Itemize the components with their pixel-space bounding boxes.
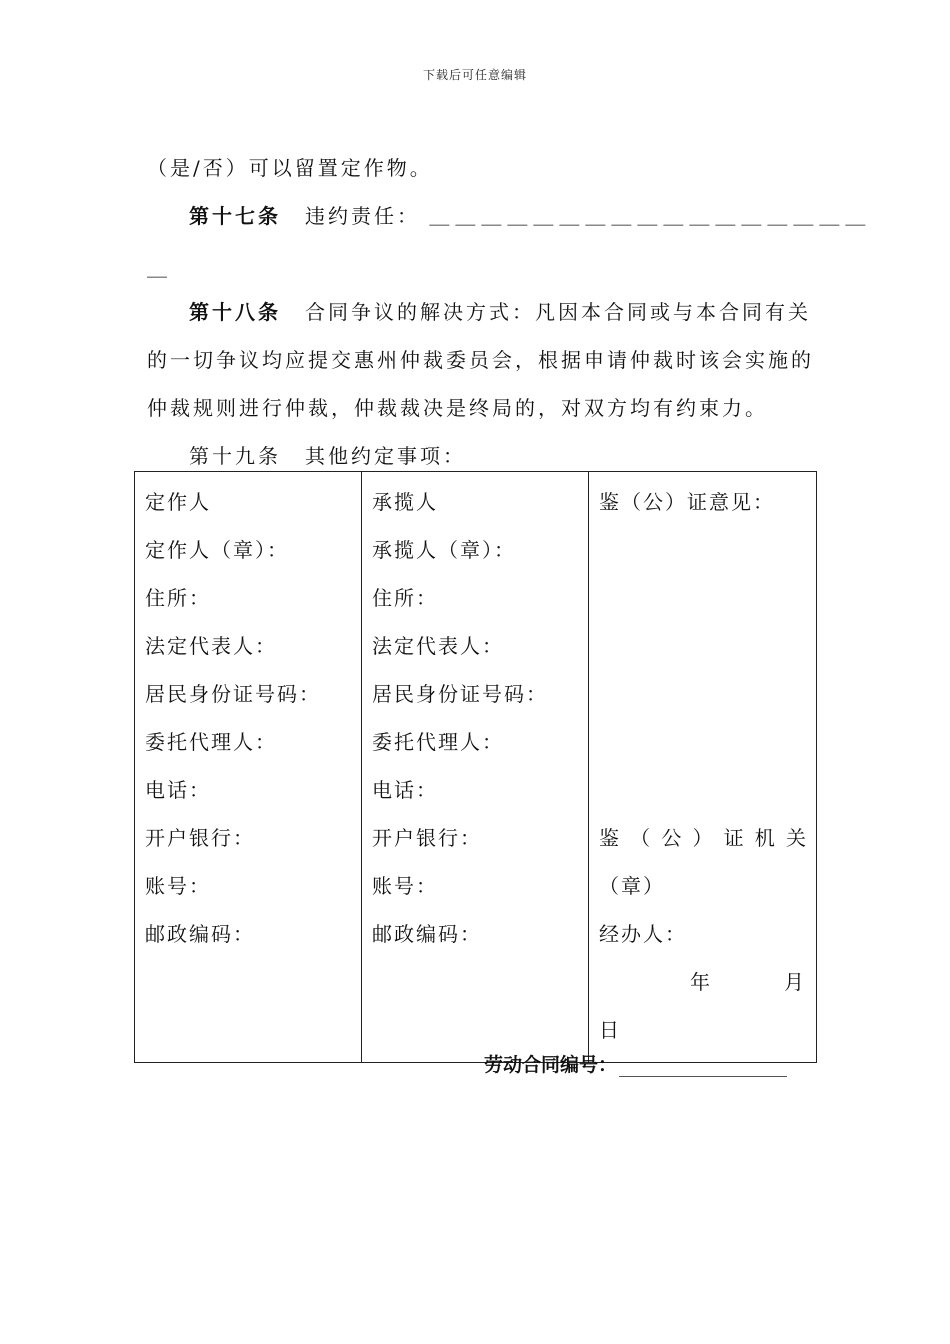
article-text: 违约责任： bbox=[305, 204, 420, 228]
article-text: 其他约定事项： bbox=[305, 444, 466, 468]
article-text: 合同争议的解决方式：凡因本合同或与本合同有关 bbox=[305, 300, 811, 324]
line-text: 仲裁规则进行仲裁，仲裁裁决是终局的，对双方均有约束力。 bbox=[147, 396, 768, 420]
field-label: 账号： bbox=[145, 874, 211, 898]
field-label: 电话： bbox=[145, 778, 211, 802]
date-year-month bbox=[599, 966, 806, 1014]
line-text: （是/否）可以留置定作物。 bbox=[147, 156, 433, 180]
article-title: 第十八条 bbox=[189, 300, 281, 324]
field-label: 委托代理人： bbox=[372, 730, 504, 754]
year-label: 年 bbox=[690, 970, 712, 994]
field-label: 居民身份证号码： bbox=[372, 682, 548, 706]
paragraph-line bbox=[147, 152, 433, 181]
field-label: 法定代表人： bbox=[145, 634, 277, 658]
day-label: 日 bbox=[599, 1018, 621, 1042]
field-label: 邮政编码： bbox=[372, 922, 482, 946]
field-label: 定作人 bbox=[145, 490, 211, 514]
article-title: 第十九条 bbox=[189, 444, 281, 468]
paragraph-line bbox=[147, 344, 814, 373]
undertaker-column bbox=[362, 472, 589, 1063]
field-label: 居民身份证号码： bbox=[145, 682, 321, 706]
line-text: 的一切争议均应提交惠州仲裁委员会，根据申请仲裁时该会实施的 bbox=[147, 348, 814, 372]
field-label: 住所： bbox=[145, 586, 211, 610]
paragraph-line bbox=[147, 392, 768, 421]
field-label: 电话： bbox=[372, 778, 438, 802]
field-label: 承揽人 bbox=[372, 490, 438, 514]
contract-number-line bbox=[484, 1050, 787, 1077]
notary-opinion-label: 鉴（公）证意见： bbox=[599, 490, 775, 514]
field-label: 承揽人（章）： bbox=[372, 538, 516, 562]
contract-number-label: 劳动合同编号： bbox=[484, 1054, 618, 1076]
field-label: 定作人（章）： bbox=[145, 538, 289, 562]
field-label: 邮政编码： bbox=[145, 922, 255, 946]
blank-line: ＿＿＿＿＿＿＿＿＿＿＿＿＿＿＿＿＿ bbox=[429, 204, 872, 228]
blank-continuation bbox=[147, 252, 173, 281]
signature-table bbox=[134, 471, 817, 1063]
contract-number-blank bbox=[619, 1056, 787, 1077]
notary-org-label: 鉴 （ 公 ） 证 机 关 bbox=[599, 826, 806, 850]
seal-label: （章） bbox=[599, 874, 665, 898]
month-label: 月 bbox=[784, 970, 806, 994]
field-label: 委托代理人： bbox=[145, 730, 277, 754]
field-label: 开户银行： bbox=[145, 826, 255, 850]
article-19 bbox=[189, 440, 466, 469]
field-label: 法定代表人： bbox=[372, 634, 504, 658]
field-label: 开户银行： bbox=[372, 826, 482, 850]
article-17 bbox=[189, 200, 871, 229]
blank-line: ＿ bbox=[147, 256, 173, 280]
handler-label: 经办人： bbox=[599, 922, 687, 946]
article-title: 第十七条 bbox=[189, 204, 281, 228]
page-header: 下载后可任意编辑 bbox=[422, 68, 527, 82]
contractor-column bbox=[135, 472, 362, 1063]
notary-column bbox=[589, 472, 817, 1063]
field-label: 账号： bbox=[372, 874, 438, 898]
article-18 bbox=[189, 296, 811, 325]
field-label: 住所： bbox=[372, 586, 438, 610]
